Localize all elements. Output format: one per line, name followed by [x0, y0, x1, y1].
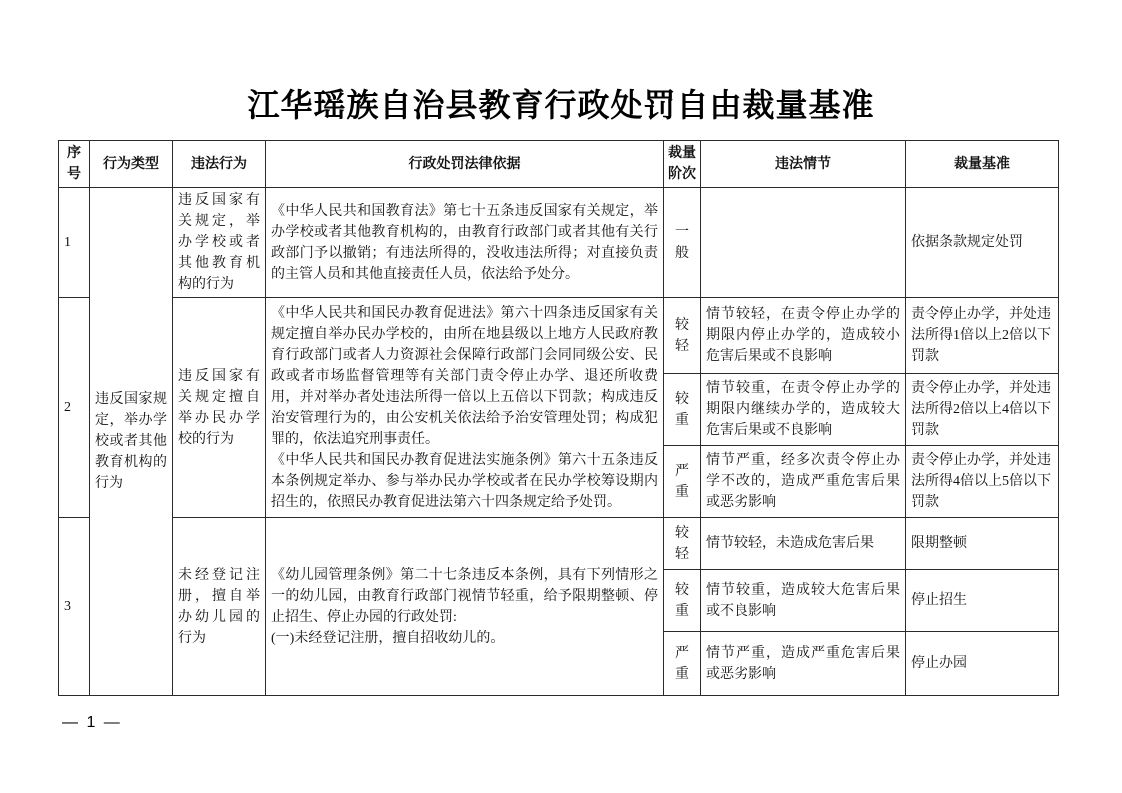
cell-row2-sub1-benchmark: 责令停止办学，并处违法所得1倍以上2倍以下罚款: [906, 298, 1059, 374]
cell-row3-sub3-benchmark: 停止办园: [906, 632, 1059, 696]
cell-row1-level: 一般: [664, 188, 701, 298]
cell-row1-circumstance: [701, 188, 906, 298]
col-header-illegal-act: 违法行为: [173, 141, 266, 188]
legal-paragraph: 《中华人民共和国民办教育促进法实施条例》第六十五条违反本条例规定举办、参与举办民办学校或者在民办学校筹设期内招生的，依照民办教育促进法第六十四条规定给予处罚。: [271, 452, 658, 510]
cell-row3-sub3-circumstance: 情节严重，造成严重危害后果或恶劣影响: [701, 632, 906, 696]
cell-row3-sub2-benchmark: 停止招生: [906, 570, 1059, 632]
cell-behavior-type: 违反国家规定，举办学校或者其他教育机构的行为: [90, 188, 173, 696]
legal-paragraph: (一)未经登记注册，擅自招收幼儿的。: [271, 630, 505, 646]
page-title: 江华瑶族自治县教育行政处罚自由裁量基准: [247, 87, 875, 123]
table-row: [59, 518, 1059, 570]
cell-row1-benchmark: 依据条款规定处罚: [906, 188, 1059, 298]
cell-row2-sub2-level: 较重: [664, 374, 701, 446]
cell-row2-sub2-circumstance: 情节较重，在责令停止办学的期限内继续办学的，造成较大危害后果或不良影响: [701, 374, 906, 446]
col-header-level: 裁量阶次: [664, 141, 701, 188]
cell-row2-seq: 2: [59, 298, 90, 518]
cell-row2-illegal-act: 违反国家有关规定擅自举办民办学校的行为: [173, 298, 266, 518]
cell-row3-sub2-level: 较重: [664, 570, 701, 632]
cell-row3-sub1-level: 较轻: [664, 518, 701, 570]
col-header-circumstance: 违法情节: [701, 141, 906, 188]
cell-row3-illegal-act: 未经登记注册，擅自举办幼儿园的行为: [173, 518, 266, 696]
cell-row2-sub2-benchmark: 责令停止办学，并处违法所得2倍以上4倍以下罚款: [906, 374, 1059, 446]
legal-paragraph: 《中华人民共和国教育法》第七十五条违反国家有关规定，举办学校或者其他教育机构的，由教育行政部门或者其他有关行政部门予以撤销；有违法所得的，没收违法所得；对直接负责的主管人员和其他直接责任人员，依法给予处分。: [271, 203, 658, 282]
col-header-seq: 序号: [59, 141, 90, 188]
cell-row2-sub3-circumstance: 情节严重，经多次责令停止办学不改的，造成严重危害后果或恶劣影响: [701, 446, 906, 518]
header-row: [59, 141, 1059, 188]
col-header-behavior-type: 行为类型: [90, 141, 173, 188]
cell-row1-legal-basis: [266, 188, 664, 298]
col-header-benchmark: 裁量基准: [906, 141, 1059, 188]
cell-row2-sub1-level: 较轻: [664, 298, 701, 374]
cell-row2-sub1-circumstance: 情节较轻，在责令停止办学的期限内停止办学的，造成较小危害后果或不良影响: [701, 298, 906, 374]
cell-row3-sub1-circumstance: 情节较轻，未造成危害后果: [701, 518, 906, 570]
col-header-legal-basis: 行政处罚法律依据: [266, 141, 664, 188]
cell-row3-sub1-benchmark: 限期整顿: [906, 518, 1059, 570]
cell-row3-sub2-circumstance: 情节较重，造成较大危害后果或不良影响: [701, 570, 906, 632]
table-row: [59, 188, 1059, 298]
legal-paragraph: 《中华人民共和国民办教育促进法》第六十四条违反国家有关规定擅自举办民办学校的，由所在地县级以上地方人民政府教育行政部门或者人力资源社会保障行政部门会同同级公安、民政或者市场监督管理等有关部门责令停止办学、退还所收费用，并对举办者处违法所得一倍以上五倍以下罚款；构成违反治安管理行为的，由公安机关依法给予治安管理处罚；构成犯罪的，依法追究刑事责任。: [271, 305, 658, 447]
cell-row2-sub3-benchmark: 责令停止办学，并处违法所得4倍以上5倍以下罚款: [906, 446, 1059, 518]
cell-row3-sub3-level: 严重: [664, 632, 701, 696]
cell-row2-sub3-level: 严重: [664, 446, 701, 518]
legal-paragraph: 《幼儿园管理条例》第二十七条违反本条例，具有下列情形之一的幼儿园，由教育行政部门视情节轻重，给予限期整顿、停止招生、停止办园的行政处罚:: [271, 567, 658, 625]
table-row: [59, 298, 1059, 374]
cell-row3-seq: 3: [59, 518, 90, 696]
discretion-standards-table: [58, 140, 1059, 696]
cell-row2-legal-basis: [266, 298, 664, 518]
cell-row1-illegal-act: 违反国家有关规定，举办学校或者其他教育机构的行为: [173, 188, 266, 298]
cell-row3-legal-basis: [266, 518, 664, 696]
page-number: — 1 —: [62, 714, 122, 731]
cell-row1-seq: 1: [59, 188, 90, 298]
